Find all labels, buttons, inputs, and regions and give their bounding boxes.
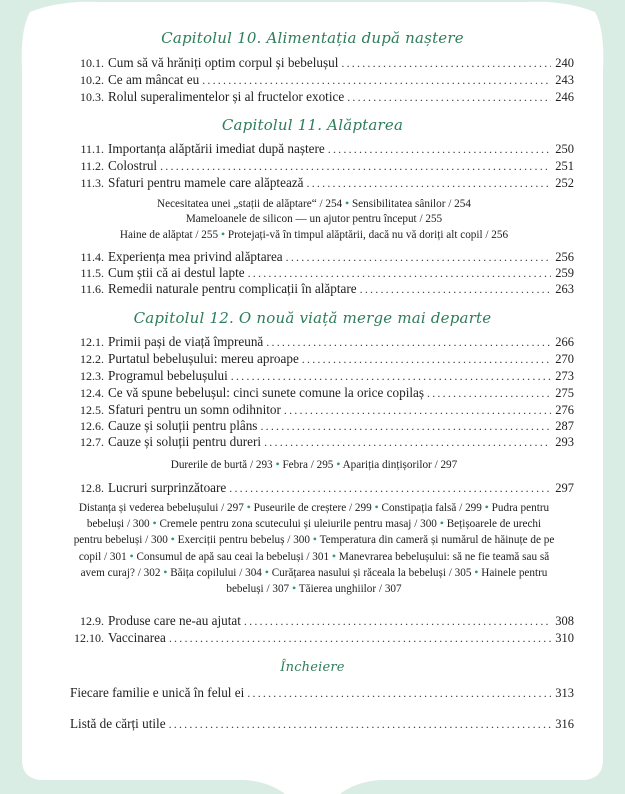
entry-title: Sfaturi pentru mamele care alăptează <box>108 175 304 190</box>
conclusion-title: Încheiere <box>280 660 345 675</box>
subtopics-12-8 <box>72 500 556 597</box>
entry-page: 252 <box>555 176 574 190</box>
toc-entry[interactable] <box>60 265 574 281</box>
bullet-icon: • <box>129 548 134 563</box>
bullet-icon: • <box>484 500 489 514</box>
entry-number: 12.8. <box>80 481 104 495</box>
entry-title: Importanța alăptării imediat după naștere <box>108 141 325 156</box>
entry-number: 10.1. <box>80 56 104 70</box>
subtopics-12-7 <box>72 457 556 473</box>
entry-title: Cauze și soluții pentru dureri <box>108 434 262 449</box>
bullet-icon: • <box>264 564 269 579</box>
entry-number: 12.5. <box>80 403 104 417</box>
subtopic[interactable]: Băița copilului / 304 <box>170 566 262 579</box>
toc-entry[interactable] <box>60 334 574 350</box>
entry-number: 11.2. <box>80 159 104 173</box>
subtopic[interactable]: Durerile de burtă / 293 <box>170 459 273 471</box>
entry-page: 266 <box>555 335 574 349</box>
entry-page: 250 <box>555 142 574 156</box>
entry-number: 11.4. <box>80 250 104 264</box>
entry-number: 12.1. <box>80 335 104 349</box>
subtopic[interactable]: Cremele pentru zona scutecului și uleiurile pentru masaj / 300 <box>159 518 437 531</box>
entry-page: 273 <box>555 369 574 383</box>
entry-title: Lucruri surprinzătoare <box>108 480 227 495</box>
bullet-icon: • <box>291 581 297 596</box>
toc-entry[interactable] <box>60 249 574 265</box>
subtopic[interactable]: Consumul de apă sau ceai la bebeluși / 301 <box>136 550 330 563</box>
entry-title: Purtatul bebelușului: mereu aproape <box>108 351 299 366</box>
entry-page: 270 <box>555 352 574 366</box>
entry-page: 293 <box>555 435 574 449</box>
toc-entry[interactable] <box>60 158 574 174</box>
subtopic[interactable]: Pudra pentru bebeluși / 300 <box>86 502 550 531</box>
entry-page: 256 <box>555 250 574 264</box>
subtopic[interactable]: Protejați-vă în timpul alăptării, dacă nu vă doriți alt copil / 256 <box>227 229 509 241</box>
toc-entry[interactable] <box>60 89 574 105</box>
toc-entry[interactable] <box>60 281 574 297</box>
entry-number: 12.6. <box>80 419 104 433</box>
subtopic[interactable]: Puseurile de creștere / 299 <box>253 502 372 514</box>
entry-number: 12.9. <box>80 614 104 628</box>
bullet-icon: • <box>344 196 350 210</box>
entry-page: 240 <box>555 56 574 70</box>
toc-entry[interactable] <box>60 72 574 88</box>
entry-title: Cauze și soluții pentru plâns <box>108 418 258 433</box>
subtopics-11-3 <box>72 196 556 243</box>
subtopic[interactable]: Manevrarea bebelușului: să ne fie teamă sau să avem curaj? / 302 <box>80 550 550 579</box>
subtopic[interactable]: Hainele pentru bebeluși / 307 <box>226 566 548 596</box>
bullet-icon: • <box>152 516 157 531</box>
bullet-icon: • <box>374 500 379 514</box>
subtopic[interactable]: Necesitatea unei „stații de alăptare“ / 254 <box>157 198 343 210</box>
toc-entry[interactable] <box>60 368 574 384</box>
subtopic[interactable]: Apariția dințișorilor / 297 <box>342 459 458 471</box>
toc-entry[interactable] <box>60 434 574 450</box>
subtopic[interactable]: Haine de alăptat / 255 <box>119 229 219 241</box>
toc-entry[interactable] <box>70 685 574 701</box>
entry-number: 11.6. <box>80 282 104 296</box>
entry-number: 12.2. <box>80 352 104 366</box>
entry-title: Rolul superalimentelor și al fructelor exotice <box>108 89 345 104</box>
toc-entry[interactable] <box>60 613 574 629</box>
toc-entry[interactable] <box>60 55 574 71</box>
entry-number: 12.10. <box>74 631 104 645</box>
entry-title: Cum să vă hrăniți optim corpul și bebelușul <box>108 55 339 70</box>
entry-title: Vaccinarea <box>108 630 166 645</box>
entry-title: Remedii naturale pentru complicații în alăptare <box>108 281 357 296</box>
subtopic[interactable]: Temperatura din cameră și numărul de hăinuțe de pe copil / 301 <box>78 534 555 563</box>
entry-title: Experiența mea privind alăptarea <box>108 249 283 264</box>
entry-page: 263 <box>555 282 574 296</box>
bullet-icon: • <box>246 500 251 514</box>
bullet-icon: • <box>474 564 479 579</box>
bullet-icon: • <box>439 516 444 531</box>
entry-title: Sfaturi pentru un somn odihnitor <box>108 402 281 417</box>
entry-title: Produse care ne-au ajutat <box>108 613 241 628</box>
subtopic[interactable]: Sensibilitatea sânilor / 254 <box>351 198 471 210</box>
entry-page: 275 <box>555 386 574 400</box>
subtopic[interactable]: Distanța și vederea bebelușului / 297 <box>78 502 244 514</box>
toc-entry[interactable] <box>60 141 574 157</box>
toc-entry[interactable] <box>60 630 574 646</box>
subtopic[interactable]: Tăierea unghiilor / 307 <box>298 583 402 596</box>
bullet-icon: • <box>170 532 175 547</box>
chapter-10-title: Capitolul 10. Alimentația după naștere <box>161 29 464 47</box>
subtopic[interactable]: Bețișoarele de urechi pentru bebeluși / 300 <box>73 518 542 547</box>
toc-entry[interactable] <box>60 418 574 434</box>
entry-title: Fiecare familie e unică în felul ei <box>70 685 245 700</box>
toc-entry[interactable] <box>60 351 574 367</box>
entry-page: 297 <box>555 481 574 495</box>
subtopic[interactable]: Constipația falsă / 299 <box>381 502 482 514</box>
toc-entry[interactable] <box>60 385 574 401</box>
toc-entry[interactable] <box>60 175 574 191</box>
bullet-icon: • <box>275 457 280 471</box>
subtopic[interactable]: Mameloanele de silicon — un ajutor pentru început / 255 <box>185 213 443 225</box>
subtopic[interactable]: Exerciții pentru bebeluș / 300 <box>177 534 310 547</box>
entry-number: 11.3. <box>80 176 104 190</box>
entry-number: 12.3. <box>80 369 104 383</box>
entry-page: 310 <box>555 631 574 645</box>
entry-number: 12.4. <box>80 386 104 400</box>
entry-page: 316 <box>555 717 574 731</box>
bullet-icon: • <box>312 532 317 547</box>
entry-page: 259 <box>555 266 574 280</box>
entry-page: 276 <box>555 403 574 417</box>
entry-title: Primii pași de viață împreună <box>108 334 264 349</box>
entry-title: Programul bebelușului <box>108 368 228 383</box>
entry-number: 10.2. <box>80 73 104 87</box>
entry-title: Listă de cărți utile <box>70 716 166 731</box>
entry-page: 251 <box>555 159 574 173</box>
entry-page: 243 <box>555 73 574 87</box>
entry-number: 10.3. <box>80 90 104 104</box>
subtopic[interactable]: Febra / 295 <box>282 459 334 471</box>
bullet-icon: • <box>220 227 226 241</box>
entry-number: 11.5. <box>80 266 104 280</box>
entry-title: Cum știi că ai destul lapte <box>108 265 245 280</box>
chapter-11-title: Capitolul 11. Alăptarea <box>221 116 404 134</box>
chapter-12-title: Capitolul 12. O nouă viață merge mai departe <box>133 309 492 327</box>
bullet-icon: • <box>163 564 168 579</box>
bullet-icon: • <box>331 548 337 563</box>
entry-title: Colostrul <box>108 158 158 173</box>
entry-page: 313 <box>555 686 574 700</box>
entry-number: 11.1. <box>80 142 104 156</box>
entry-page: 246 <box>555 90 574 104</box>
toc-entry[interactable] <box>60 480 574 496</box>
toc-entry[interactable] <box>60 402 574 418</box>
entry-page: 308 <box>555 614 574 628</box>
subtopic[interactable]: Curățarea nasului și răceala la bebeluși / 305 <box>271 566 472 579</box>
entry-title: Ce am mâncat eu <box>108 72 200 87</box>
bullet-icon: • <box>336 457 341 471</box>
entry-title: Ce vă spune bebelușul: cinci sunete comune la orice copilaș <box>108 385 425 400</box>
toc-entry[interactable] <box>70 716 574 732</box>
entry-number: 12.7. <box>80 435 104 449</box>
entry-page: 287 <box>555 419 574 433</box>
